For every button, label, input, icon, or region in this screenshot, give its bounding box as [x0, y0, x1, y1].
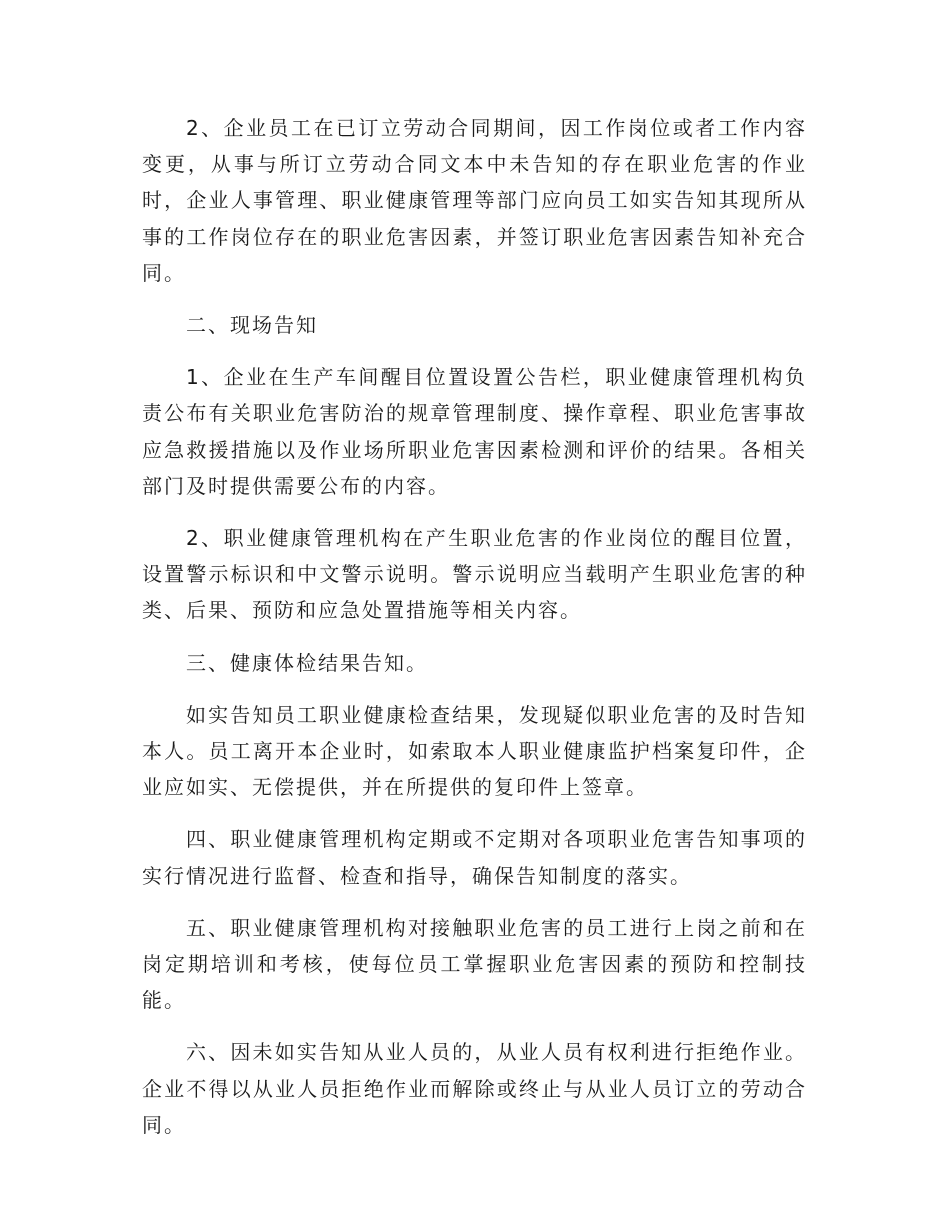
paragraph-training: 五、职业健康管理机构对接触职业危害的员工进行上岗之前和在岗定期培训和考核，使每位员工掌握职业危害因素的预防和控制技能。 [142, 915, 807, 1013]
section-heading-health-check: 三、健康体检结果告知。 [186, 650, 428, 675]
paragraph-health-check-results: 如实告知员工职业健康检查结果，发现疑似职业危害的及时告知本人。员工离开本企业时，如索取本人职业健康监护档案复印件，企业应如实、无偿提供，并在所提供的复印件上签章。 [142, 702, 807, 800]
paragraph-supervision: 四、职业健康管理机构定期或不定期对各项职业危害告知事项的实行情况进行监督、检查和指导，确保告知制度的落实。 [142, 827, 807, 888]
paragraph-employee-change-notice: 2、企业员工在已订立劳动合同期间，因工作岗位或者工作内容变更，从事与所订立劳动合同文本中未告知的存在职业危害的作业时，企业人事管理、职业健康管理等部门应向员工如实告知其现所从事的工作岗位存在的职业危害因素，并签订职业危害因素告知补充合同。 [142, 116, 807, 285]
paragraph-warning-signs: 2、职业健康管理机构在产生职业危害的作业岗位的醒目位置，设置警示标识和中文警示说明。警示说明应当载明产生职业危害的种类、后果、预防和应急处置措施等相关内容。 [142, 526, 807, 623]
document-body [142, 110, 807, 1159]
paragraph-refuse-work: 六、因未如实告知从业人员的，从业人员有权利进行拒绝作业。企业不得以从业人员拒绝作业而解除或终止与从业人员订立的劳动合同。 [142, 1040, 807, 1137]
paragraph-bulletin-board: 1、企业在生产车间醒目位置设置公告栏，职业健康管理机构负责公布有关职业危害防治的规章管理制度、操作章程、职业危害事故应急救援措施以及作业场所职业危害因素检测和评价的结果。各相关部门及时提供需要公布的内容。 [142, 365, 807, 498]
section-heading-onsite-notice: 二、现场告知 [186, 313, 318, 338]
